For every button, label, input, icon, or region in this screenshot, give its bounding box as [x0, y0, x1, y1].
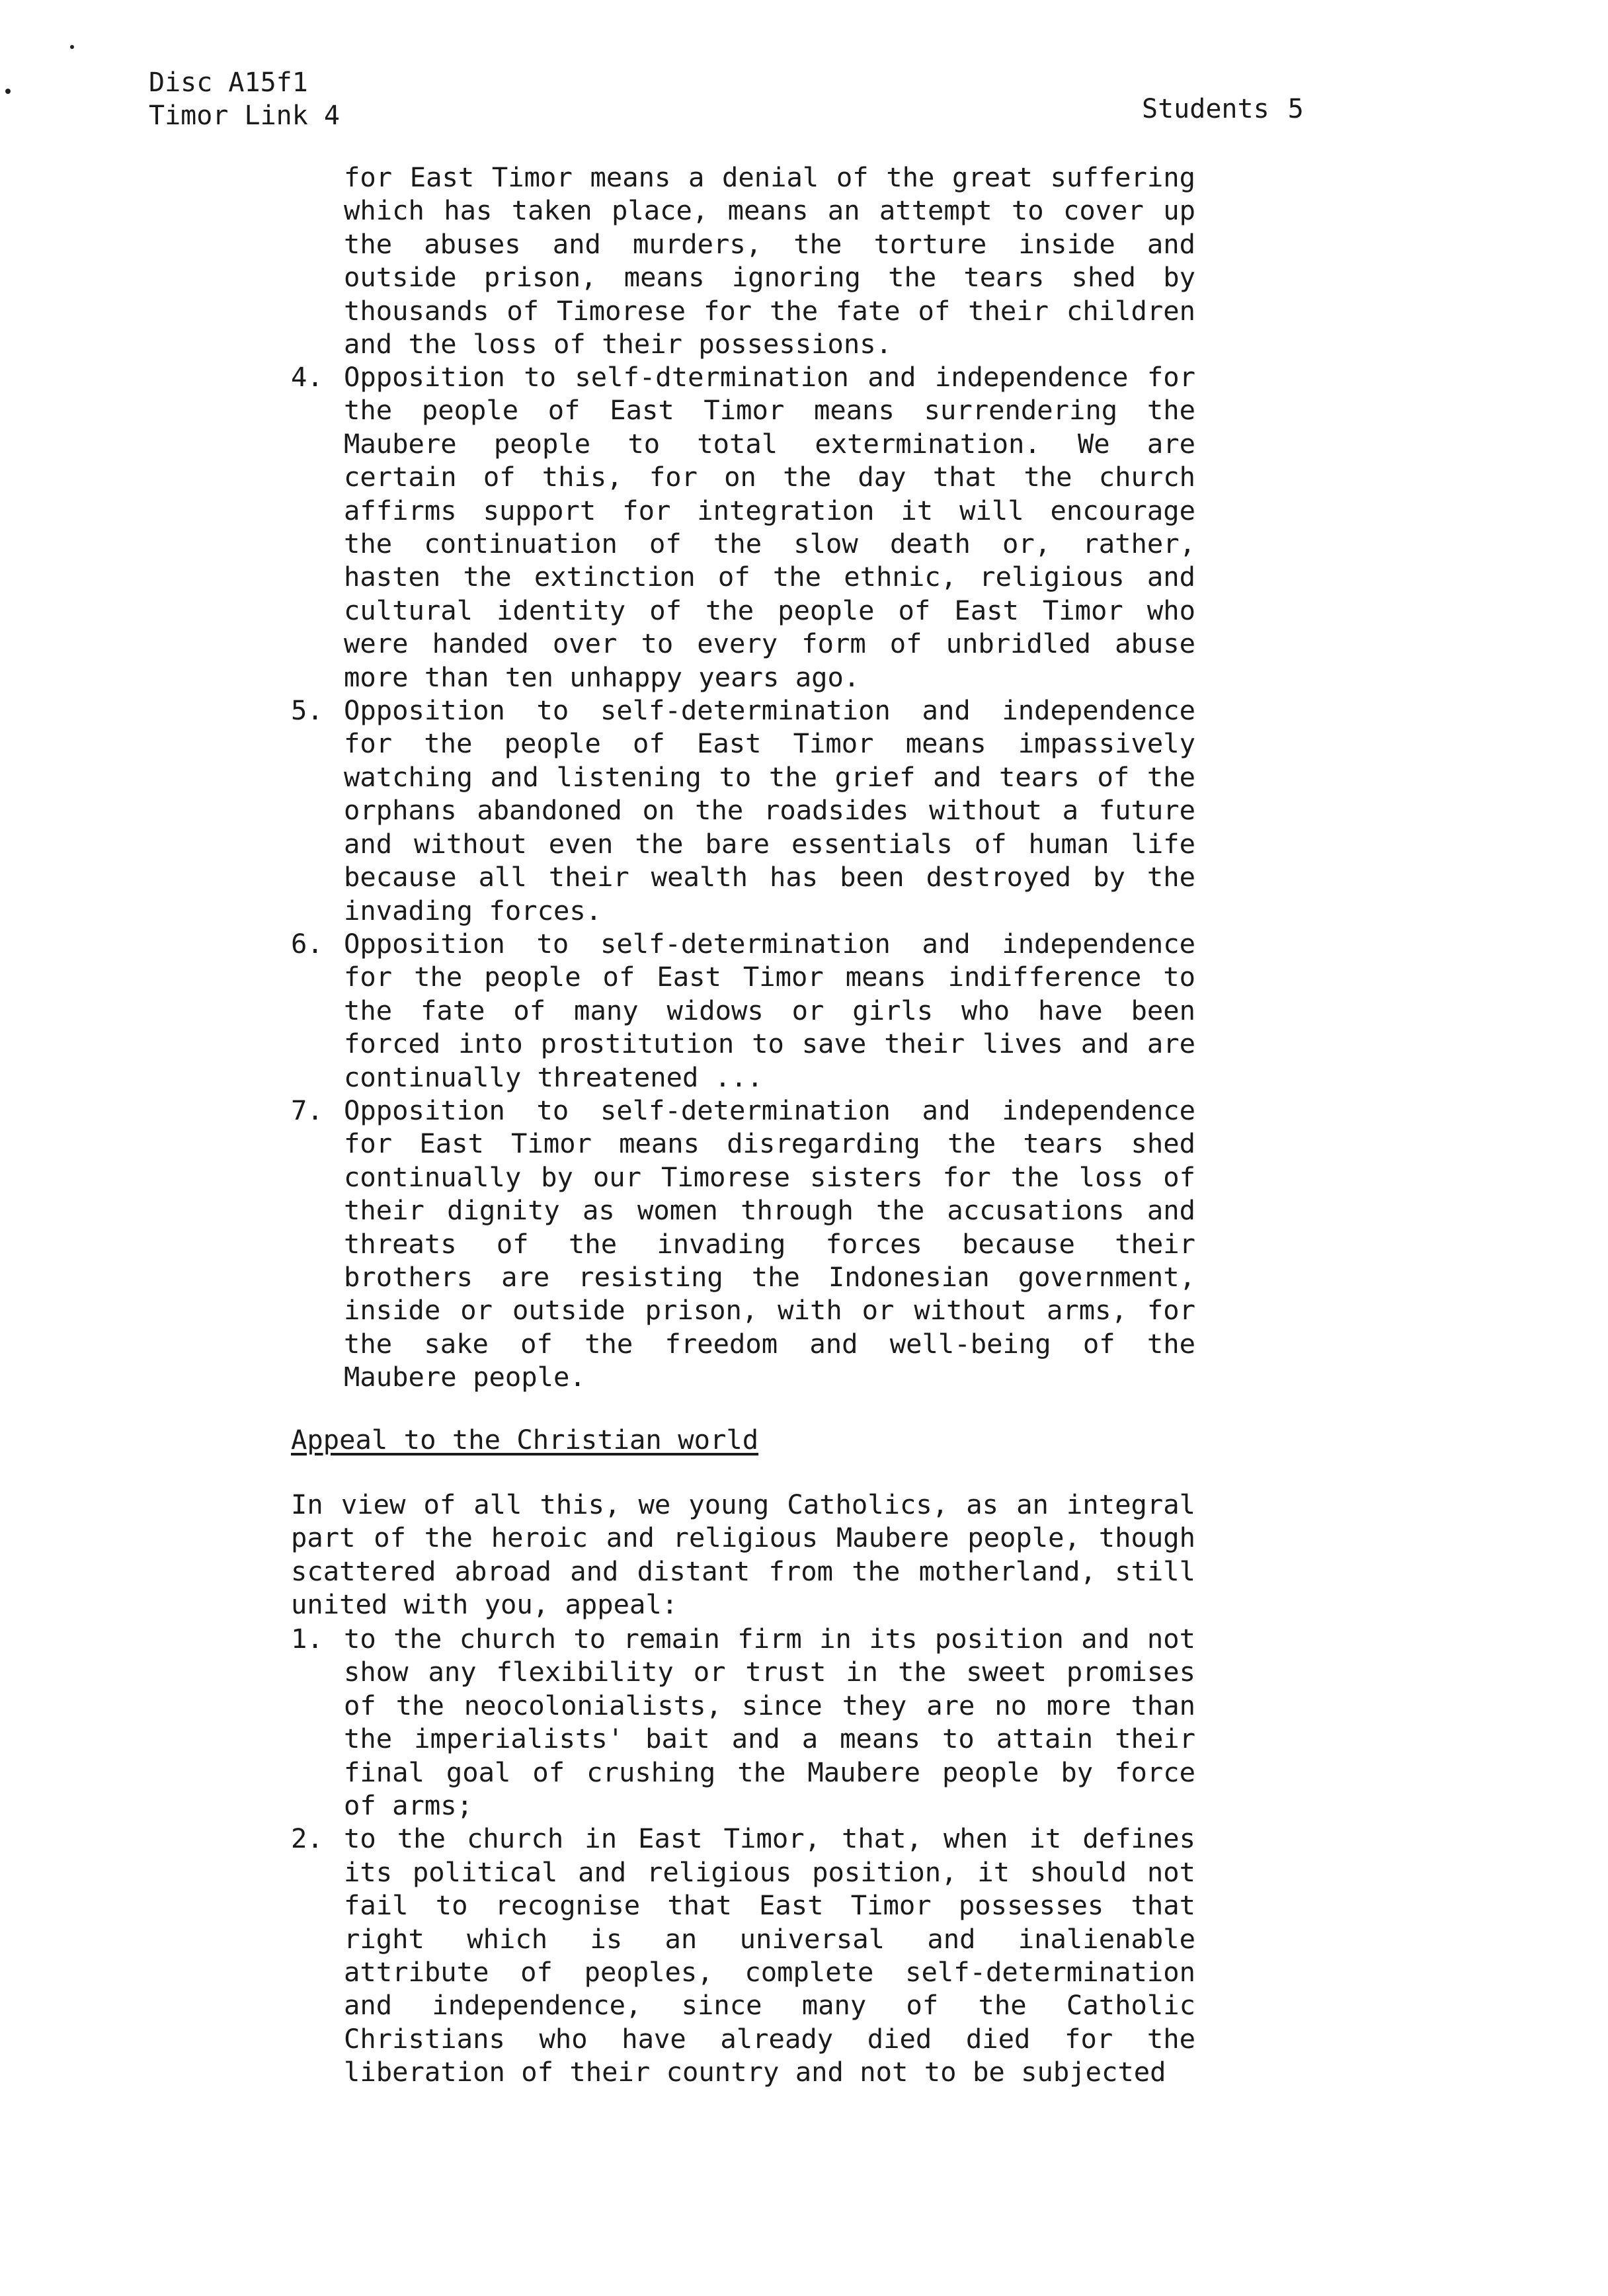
item-text: Opposition to self-dtermination and independence for the people of East Timor means surrendering the Maubere people to total extermination. We are certain of this, for on the day that the church affirms support for integration it will encourage the continuation of the slow death or, rather, hasten the extinction of the ethnic, religious and cultural identity of the people of East Timor who were handed over to every form of unbridled abuse more than ten unhappy years ago. — [344, 361, 1195, 693]
appeal-list — [291, 1622, 1195, 2089]
opposition-points-list — [291, 360, 1195, 1394]
publication-title: Timor Link 4 — [149, 101, 340, 131]
header-reference — [149, 66, 340, 132]
running-header — [1142, 93, 1304, 126]
stray-ink-dot — [5, 89, 11, 94]
list-item — [291, 1622, 1195, 1822]
appeal-intro-paragraph: In view of all this, we young Catholics, as an integral part of the heroic and religious Maubere people, though scattered abroad and distant from the motherland, still united with you, appeal: — [291, 1489, 1195, 1621]
item-number: 7. — [291, 1094, 323, 1126]
item-number: 6. — [291, 927, 323, 960]
item-number: 4. — [291, 361, 323, 393]
item-text: Opposition to self-determination and independence for the people of East Timor means impassively watching and listening to the grief and tears of the orphans abandoned on the roadsides without a future and without even the bare essentials of human life because all their wealth has been destroyed by the invading forces. — [344, 694, 1195, 926]
item-text: Opposition to self-determination and independence for East Timor means disregarding the tears shed continually by our Timorese sisters for the loss of their dignity as women through the accusations and threats of the invading forces because their brothers are resisting the Indonesian government, inside or outside prison, with or without arms, for the sake of the freedom and well-being of the Maubere people. — [344, 1094, 1195, 1393]
item-text: Opposition to self-determination and independence for the people of East Timor means indifference to the fate of many widows or girls who have been forced into prostitution to save their lives and are continually threatened ... — [344, 927, 1195, 1093]
page-number: 5 — [1287, 94, 1304, 124]
section-name: Students — [1142, 94, 1269, 124]
disc-reference: Disc A15f1 — [149, 67, 308, 98]
item-number: 2. — [291, 1823, 323, 1855]
item-text: to the church in East Timor, that, when it defines its political and religious position, it should not fail to recognise that East Timor possesses that right which is an universal and inalienable attribute of peoples, complete self-determination and independence, since many of the Catholic Christians who have already died died for the liberation of their country and not to be subjected — [344, 1823, 1195, 2088]
item-number: 1. — [291, 1623, 323, 1655]
list-item — [291, 1094, 1195, 1394]
list-item — [291, 694, 1195, 927]
stray-ink-dot — [70, 45, 74, 49]
list-item — [291, 1822, 1195, 2088]
item-text: to the church to remain firm in its position and not show any flexibility or trust in the sweet promises of the neocolonialists, since they are no more than the imperialists' bait and a means to attain their final goal of crushing the Maubere people by force of arms; — [344, 1623, 1195, 1822]
list-item — [291, 927, 1195, 1094]
section-heading: Appeal to the Christian world — [291, 1424, 759, 1456]
list-item — [291, 360, 1195, 694]
continuation-paragraph: for East Timor means a denial of the great suffering which has taken place, means an attempt to cover up the abuses and murders, the torture inside and outside prison, means ignoring the tears shed by thousands of Timorese for the fate of their children and the loss of their possessions. — [344, 161, 1195, 360]
item-number: 5. — [291, 694, 323, 727]
